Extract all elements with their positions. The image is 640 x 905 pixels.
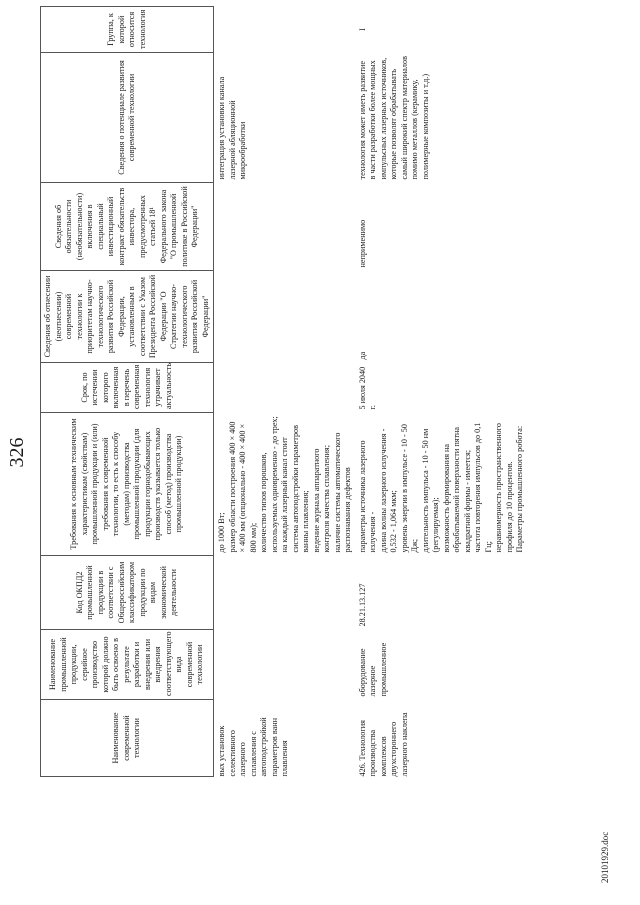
row-obligation: неприменимо [357,219,367,268]
carryover-req-line: количество типов порошков, используемых одновременно - до трех; [259,416,279,553]
req-line: длительность импульса - 10 - 50 нм (регулируемая); [420,428,440,553]
carryover-req-line: на каждый лазерный канал стоит система автоподстройки параметров ванны плавления; [280,424,310,553]
row-group: I [357,28,367,31]
row-product: оборудование лазерное промышленное [357,642,388,697]
req-line: частота повторения импульсов до 0,1 Гц; [473,422,493,553]
row-term: 5 июля 2040 г. [357,366,377,410]
req-line: параметры источника лазерного излучения - [357,440,377,553]
header-okpd2: Код ОКПД2 промышленной продукции в соответствии с Общероссийским классификатором продукции по видам экономической деятельности [41,556,214,630]
row-potential: технология может иметь развитие в части разработки более мощных импульсных лазерных источников, которые позволят обрабатывать самый широкий спектр материалов помимо металлов (керамику, полимерные композиты и т.д.) [357,56,430,180]
header-technology: Наименование современной технологии [41,700,214,777]
page-number: 326 [6,437,28,468]
header-requirements: Требования к основным техническим характеристикам (свойствам) промышленной продукции и (или) требования к современной технологии, то есть к способу (методам) производства промышленной продукции (для продукции горнодобывающих производств указывается только способ (метод) производства промышленной продукции) [41,413,214,556]
row-okpd2: 28.21.13.127 [357,583,367,627]
header-term: Срок, по истечении которого включенная в перечень современная технология утрачивает актуальность [41,363,214,413]
carryover-req-line: размер области построения 400 × 400 × 400 мм (опционально - 400 × 400 × 800 мм); [227,421,258,553]
row-priority: да [357,351,367,360]
carryover-technology: вых установок селективного лазерного сплавления с автоподстройкой параметров ванн плавления [217,717,289,777]
req-line: неравномерность пространственного профиля до 10 процентов. [494,423,514,553]
carryover-row [214,7,356,777]
carryover-req-line: ведение журнала аппаратного контроля качества сплавления; [311,445,331,553]
row-requirements [356,413,528,556]
header-row [41,7,214,777]
row-technology [356,700,528,777]
carryover-requirements [214,413,356,556]
document-code: 20101929.doc [600,831,610,883]
header-product: Наименование промышленной продукции, серийное производство которой должно быть освоено в результате разработки и внедрения или внедрения соответствующего вида современной технологии [41,630,214,700]
header-obligation: Сведения об обязательности (необязательности) включения в специальный инвестиционный контракт обязательств инвестора, предусмотренных статьей 18¹ Федерального закона "О промышленной политике в Российской Федерации" [41,183,214,271]
req-line: Параметры промышленного робота: [515,425,524,553]
carryover-potential: интеграция установки канала лазерной абляционной микрообработки [217,76,247,180]
header-group: Группа, к которой относится технология [41,7,214,53]
carryover-req-line: наличие системы автоматического распознавания дефектов [332,432,352,553]
row-number: 426. [357,762,367,777]
header-potential: Сведения о потенциале развития современной технологии [41,53,214,183]
req-line: длина волны лазерного излучения - 0,532 - 1,064 мкм; [378,428,398,553]
carryover-req-line: до 1000 Вт; [217,512,226,553]
req-line: возможность формирования на обрабатываемой поверхности пятна квадратной формы - имеется; [441,426,472,553]
row-technology-name: Технология производства комплексов двухстороннего лазерного наклепа [357,712,409,777]
table-row [356,7,528,777]
header-priority: Сведения об отнесении (неотнесении) современной технологии к приоритетам научно-технологического развития Российской Федерации, установленным в соответствии с Указом Президента Российской Федерации "О Стратегии научно-технологического развития Российской Федерации" [41,271,214,363]
req-line: уровень энергии в импульсе - 10 - 50 Дж; [399,424,419,553]
technology-table [40,6,528,777]
